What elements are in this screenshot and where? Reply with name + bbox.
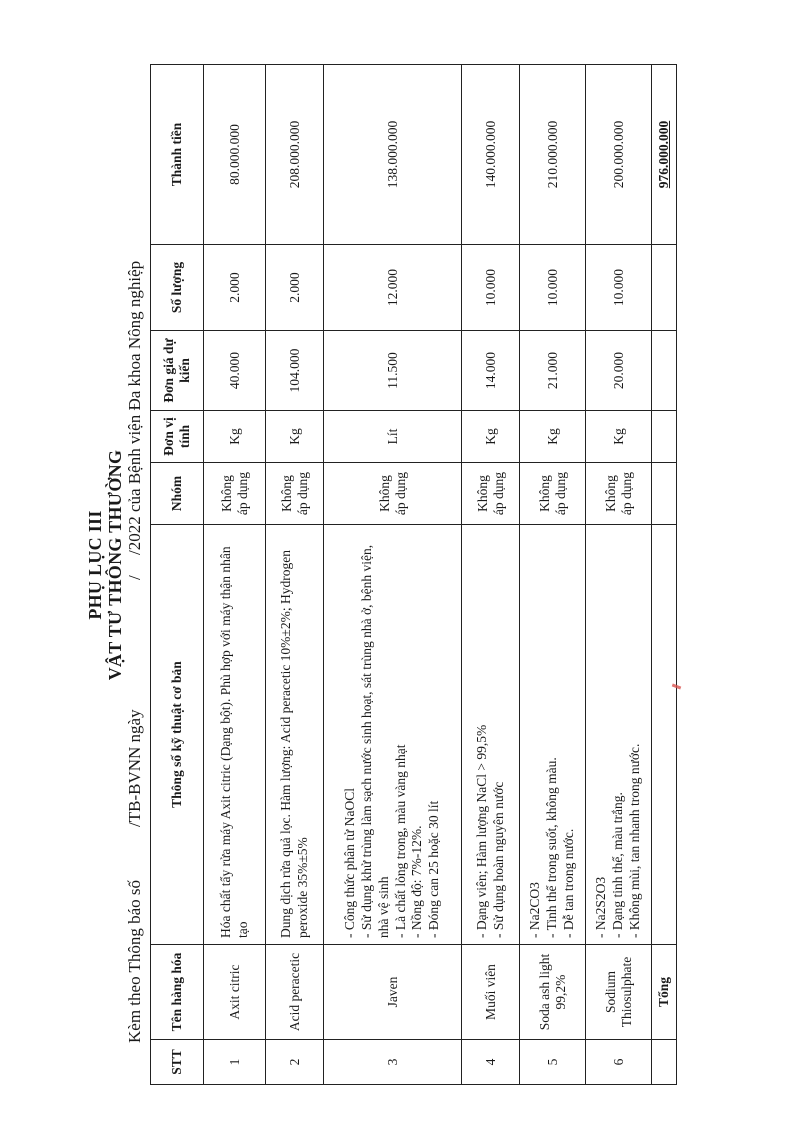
total-empty-group [652,463,677,525]
spec-line: - Sử dụng hoàn nguyên nước [490,781,506,938]
cell-spec [204,525,266,945]
col-unit: Đơn vị tính [151,411,204,463]
cell-amount: 80.000.000 [204,65,266,245]
cell-qty: 2.000 [266,245,324,331]
spec-line: - Sử dụng khử trùng làm sạch nước sinh hoạt, sát trùng nhà ở, bệnh viện, nhà vệ sinh [358,544,391,938]
cell-group: Không áp dụng [586,463,652,525]
cell-spec [586,525,652,945]
year-organization: /2022 của Bệnh viện Đa khoa Nông nghiệp [125,260,144,555]
attach-prefix: Kèm theo Thông báo số [125,879,144,1043]
spec-line: - Dạng tinh thể, màu trắng. [610,792,626,938]
cell-price: 21.000 [520,331,586,411]
cell-stt: 6 [586,1040,652,1085]
spec-line: - Đóng can 25 hoặc 30 lít [426,800,442,938]
table-row [462,65,520,1085]
total-empty-qty [652,245,677,331]
table-row [520,65,586,1085]
cell-group: Không áp dụng [520,463,586,525]
cell-stt: 5 [520,1040,586,1085]
header-row [151,65,204,1085]
cell-price: 104.000 [266,331,324,411]
cell-amount: 210.000.000 [520,65,586,245]
cell-price: 20.000 [586,331,652,411]
cell-name: Axit citric [204,945,266,1040]
total-value: 976.000.000 [652,65,677,245]
cell-spec [520,525,586,945]
cell-spec [462,525,520,945]
total-row [652,65,677,1085]
cell-price: 11.500 [324,331,462,411]
total-empty-spec [652,525,677,945]
table-body [204,65,652,1085]
spec-line: - Là chất lỏng trong, màu vàng nhạt [392,744,408,938]
spec-line: - Nồng độ: 7%-12%. [409,825,425,938]
cell-unit: Lít [324,411,462,463]
total-empty-unit [652,411,677,463]
col-group: Nhóm [151,463,204,525]
cell-group: Không áp dụng [324,463,462,525]
spec-line: - Dạng viên; Hàm lượng NaCl > 99,5% [473,724,489,938]
col-price: Đơn giá dự kiến [151,331,204,411]
cell-name: Soda ash light 99,2% [520,945,586,1040]
cell-qty: 2.000 [204,245,266,331]
col-qty: Số lượng [151,245,204,331]
cell-name: Javen [324,945,462,1040]
col-stt: STT [151,1040,204,1085]
table-row [266,65,324,1085]
total-label: Tổng [652,945,677,1040]
table-row [586,65,652,1085]
cell-unit: Kg [586,411,652,463]
cell-unit: Kg [204,411,266,463]
cell-amount: 138.000.000 [324,65,462,245]
spec-line: - Dễ tan trong nước. [560,828,576,938]
total-empty-price [652,331,677,411]
spec-line: - Na2S2O3 [593,876,609,938]
spec-line: - Công thức phân tử NaOCl [341,788,357,938]
cell-qty: 10.000 [462,245,520,331]
cell-unit: Kg [266,411,324,463]
col-name: Tên hàng hóa [151,945,204,1040]
date-slash: / [125,575,144,580]
cell-amount: 140.000.000 [462,65,520,245]
cell-amount: 208.000.000 [266,65,324,245]
appendix-title: PHỤ LỤC III [85,510,105,620]
col-spec: Thông số kỹ thuật cơ bản [151,525,204,945]
cell-spec [324,525,462,945]
cell-name: Muối viên [462,945,520,1040]
cell-stt: 4 [462,1040,520,1085]
list-title: VẬT TƯ THÔNG THƯỜNG [105,449,125,681]
cell-qty: 12.000 [324,245,462,331]
spec-line: Hóa chất tẩy rửa máy Axit citric (Dạng bột). Phù hợp với máy thận nhân tạo [217,546,250,938]
cell-price: 40.000 [204,331,266,411]
cell-amount: 200.000.000 [586,65,652,245]
cell-qty: 10.000 [586,245,652,331]
cell-spec [266,525,324,945]
table-row [324,65,462,1085]
spec-line: Dung dịch rửa quả lọc. Hàm lượng: Acid peracetic 10%±2%; Hydrogen peroxide 35%±5% [277,550,310,938]
spec-line: - Không mùi, tan nhanh trong nước. [626,743,642,938]
rotated-page [45,45,745,1085]
supplies-table [150,64,677,1085]
cell-price: 14.000 [462,331,520,411]
cell-unit: Kg [462,411,520,463]
cell-unit: Kg [520,411,586,463]
spec-line: - Na2CO3 [527,882,543,938]
cell-stt: 2 [266,1040,324,1085]
col-amount: Thành tiền [151,65,204,245]
cell-group: Không áp dụng [204,463,266,525]
cell-group: Không áp dụng [462,463,520,525]
cell-group: Không áp dụng [266,463,324,525]
cell-stt: 3 [324,1040,462,1085]
cell-stt: 1 [204,1040,266,1085]
table-row [204,65,266,1085]
cell-qty: 10.000 [520,245,586,331]
doc-number-date: /TB-BVNN ngày [125,709,144,827]
cell-name: Acid peracetic [266,945,324,1040]
total-empty-stt [652,1040,677,1085]
cell-name: Sodium Thiosulphate [586,945,652,1040]
spec-line: - Tinh thể trong suốt, không màu. [544,757,560,938]
